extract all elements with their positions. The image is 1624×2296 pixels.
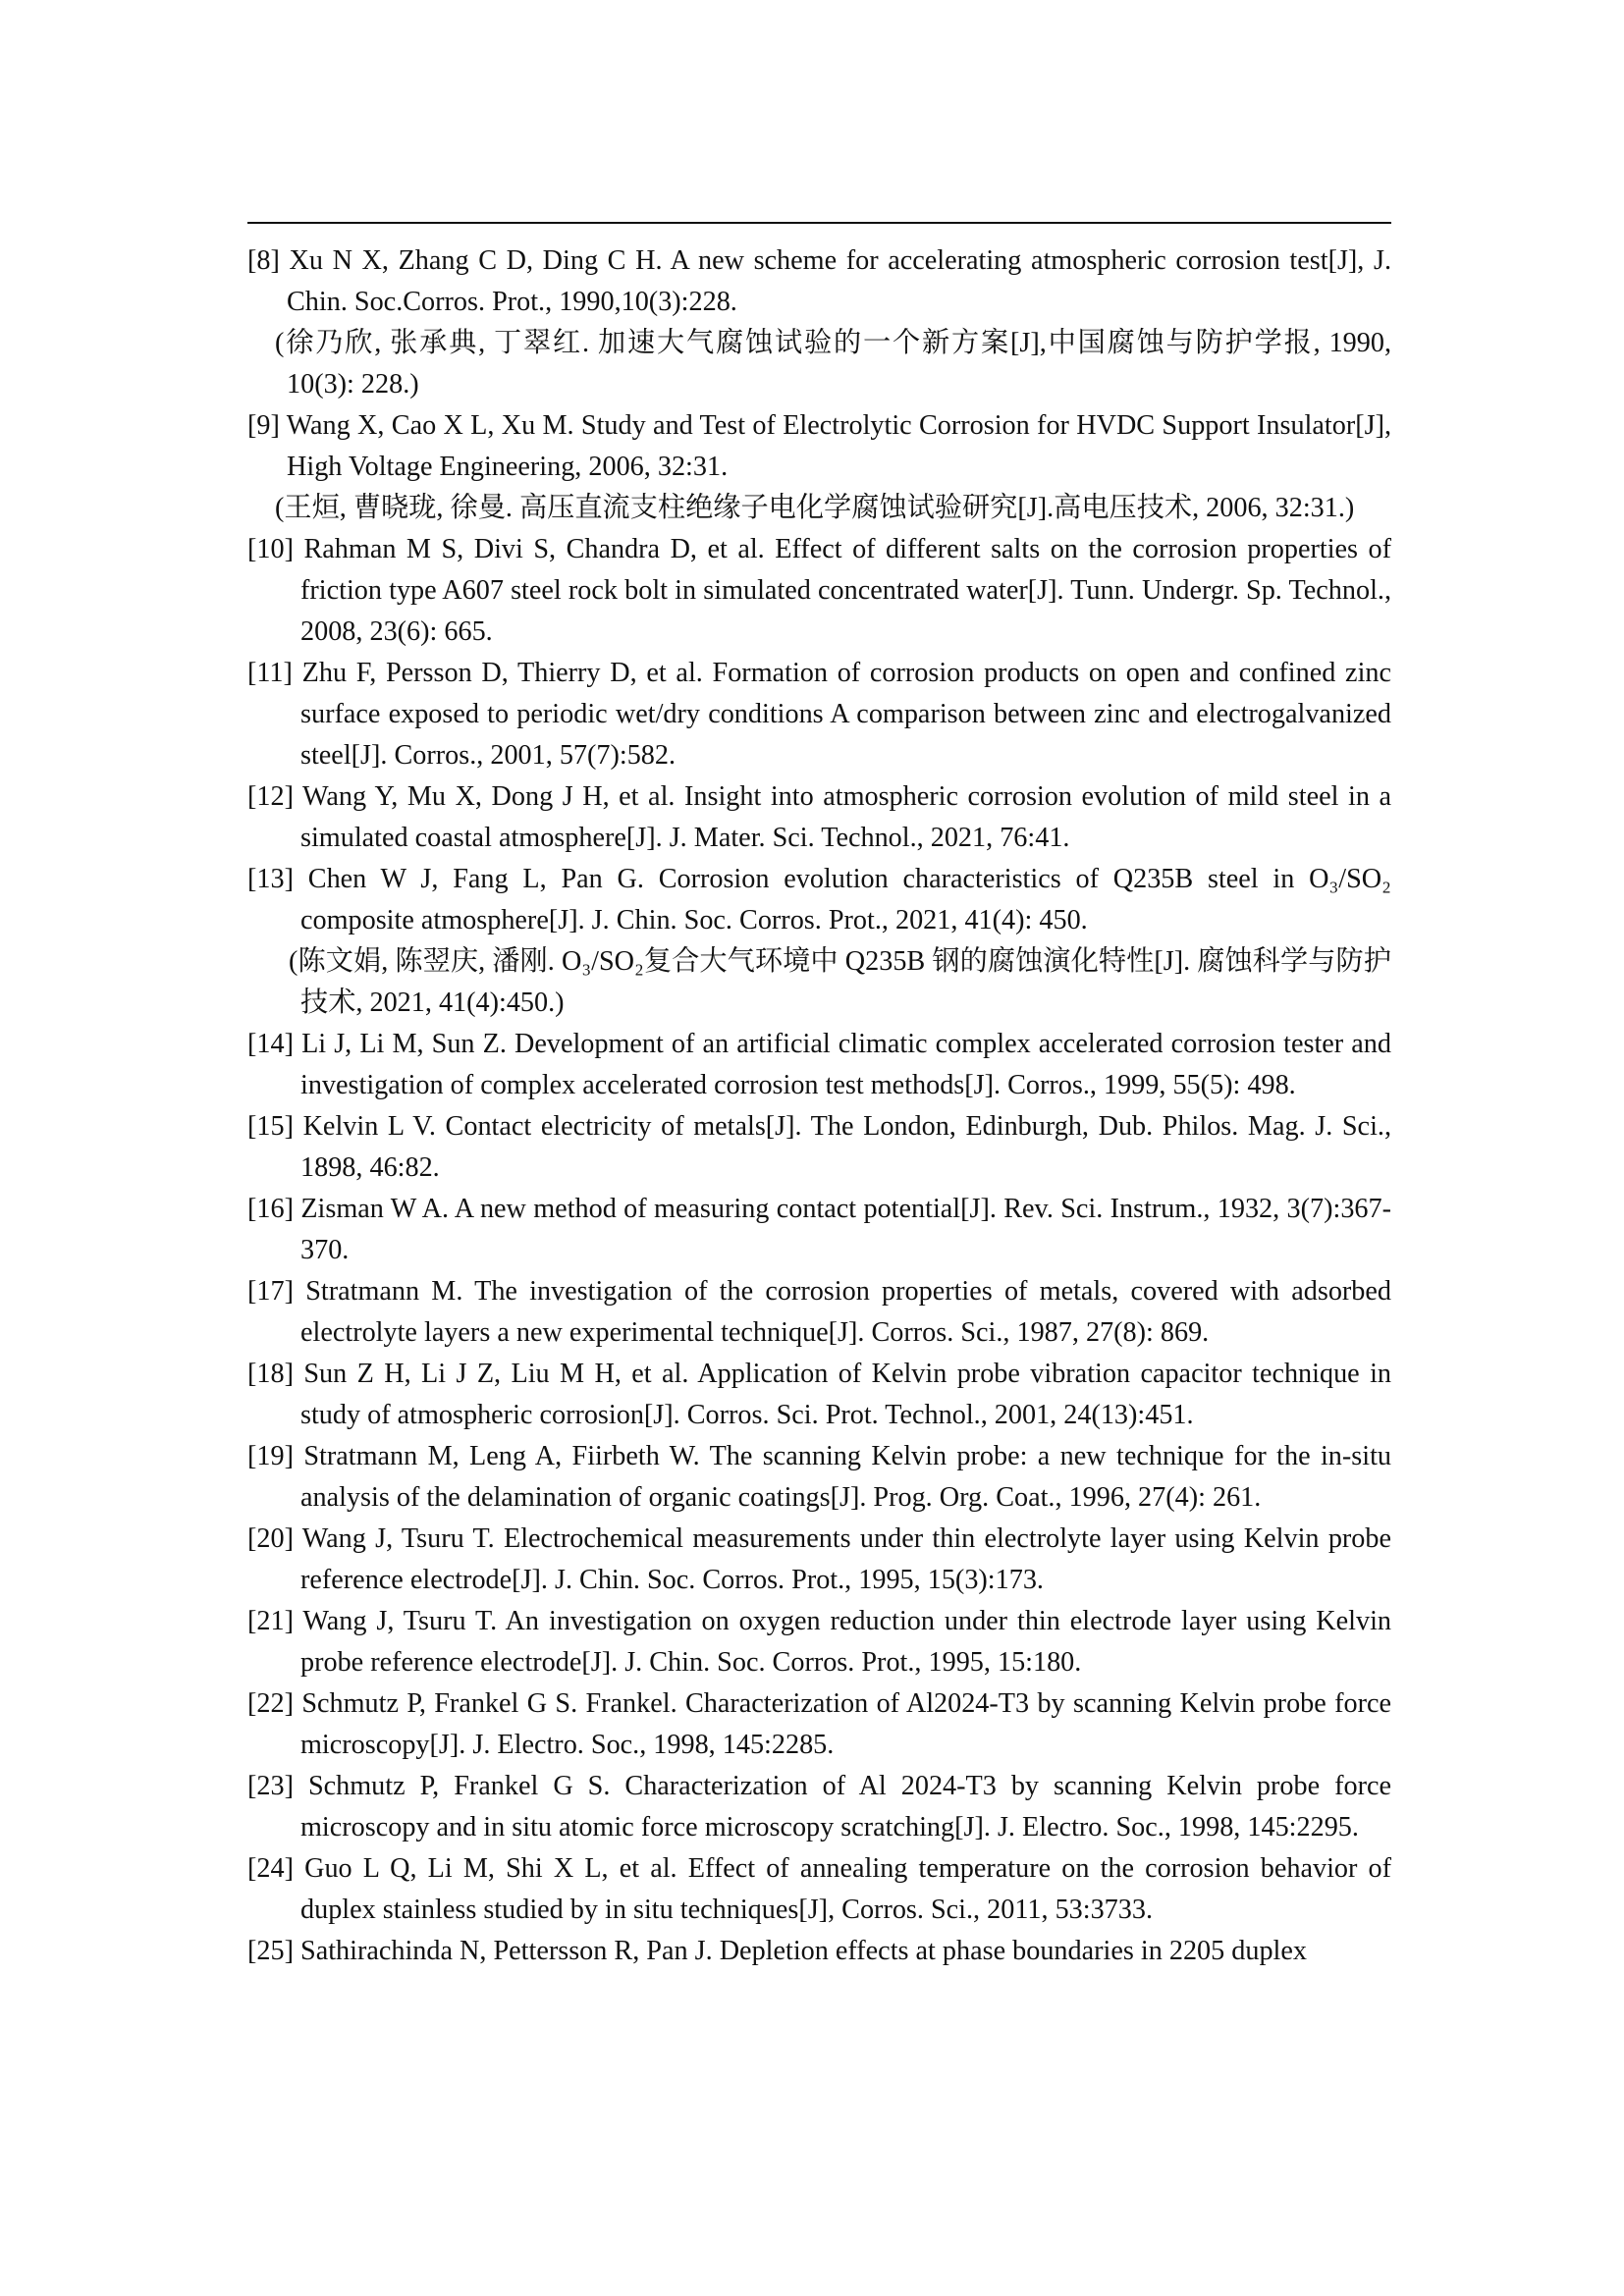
reference-text: Wang J, Tsuru T. An investigation on oxygen reduction under thin electrode layer using Kelvin probe reference electrode[J]. J. Chin. Soc. Corros. Prot., 1995, 15:180. [300,1606,1391,1678]
reference-text: Li J, Li M, Sun Z. Development of an artificial climatic complex accelerated corrosion tester and investigation of complex accelerated corrosion test methods[J]. Corros., 1999, 55(5): 498. [300,1029,1391,1100]
reference-number: [18] [247,1359,294,1389]
reference-number: [13] [247,864,294,894]
reference-number: [14] [247,1029,294,1059]
reference-item [247,1683,1391,1766]
reference-text-chinese: (王烜, 曹晓珑, 徐曼. 高压直流支柱绝缘子电化学腐蚀试验研究[J].高电压技术, 2006, 32:31.) [275,493,1355,523]
reference-item [247,1354,1391,1436]
reference-number: [15] [247,1111,294,1142]
reference-item [247,1189,1391,1271]
reference-item [247,1271,1391,1354]
reference-text: Stratmann M, Leng A, Fiirbeth W. The scanning Kelvin probe: a new technique for the in-situ analysis of the delamination of organic coatings[J]. Prog. Org. Coat., 1996, 27(4): 261. [300,1441,1392,1513]
reference-text: Kelvin L V. Contact electricity of metals[J]. The London, Edinburgh, Dub. Philos. Mag. J. Sci., 1898, 46:82. [300,1111,1391,1183]
reference-item [247,653,1391,776]
reference-number: [9] [247,410,280,441]
reference-text: Stratmann M. The investigation of the corrosion properties of metals, covered with adsorbed electrolyte layers a new experimental technique[J]. Corros. Sci., 1987, 27(8): 869. [300,1276,1392,1348]
reference-number: [12] [247,781,294,812]
reference-number: [8] [247,245,280,276]
reference-text: Rahman M S, Divi S, Chandra D, et al. Effect of different salts on the corrosion properties of friction type A607 steel rock bolt in simulated concentrated water[J]. Tunn. Undergr. Sp. Technol., 2008, 23(6): 665. [300,534,1391,647]
reference-item [247,1519,1391,1601]
reference-number: [25] [247,1936,294,1966]
reference-text: Schmutz P, Frankel G S. Characterization of Al 2024-T3 by scanning Kelvin probe force microscopy and in situ atomic force microscopy scratching[J]. J. Electro. Soc., 1998, 145:2295. [300,1771,1391,1842]
reference-text-chinese: (徐乃欣, 张承典, 丁翠红. 加速大气腐蚀试验的一个新方案[J],中国腐蚀与防护学报, 1990, 10(3): 228.) [275,328,1391,400]
reference-text: Xu N X, Zhang C D, Ding C H. A new scheme for accelerating atmospheric corrosion test[J], J. Chin. Soc.Corros. Prot., 1990,10(3):228. [287,245,1391,317]
reference-number: [19] [247,1441,294,1471]
reference-number: [11] [247,658,293,688]
reference-text: Wang Y, Mu X, Dong J H, et al. Insight into atmospheric corrosion evolution of mild steel in a simulated coastal atmosphere[J]. J. Mater. Sci. Technol., 2021, 76:41. [300,781,1391,853]
reference-text: Zhu F, Persson D, Thierry D, et al. Formation of corrosion products on open and confined zinc surface exposed to periodic wet/dry conditions A comparison between zinc and electrogalvanized steel[J]. Corros., 2001, 57(7):582. [300,658,1392,771]
reference-number: [16] [247,1194,294,1224]
reference-text: Wang X, Cao X L, Xu M. Study and Test of Electrolytic Corrosion for HVDC Support Insulator[J], High Voltage Engineering, 2006, 32:31. [286,410,1391,482]
reference-number: [24] [247,1853,294,1884]
reference-item [247,240,1391,405]
reference-text: Chen W J, Fang L, Pan G. Corrosion evolution characteristics of Q235B steel in O₃/SO₂ composite atmosphere[J]. J. Chin. Soc. Corros. Prot., 2021, 41(4): 450. [300,864,1391,935]
reference-item [247,859,1391,1024]
reference-number: [21] [247,1606,294,1636]
reference-item [247,776,1391,859]
top-rule [247,222,1391,224]
reference-list [247,240,1391,1972]
reference-item [247,1848,1391,1931]
reference-number: [10] [247,534,294,564]
reference-item [247,529,1391,653]
reference-number: [20] [247,1523,294,1554]
reference-text: Zisman W A. A new method of measuring contact potential[J]. Rev. Sci. Instrum., 1932, 3(7):367-370. [300,1194,1391,1265]
reference-item [247,1601,1391,1683]
reference-item [247,1106,1391,1189]
reference-number: [22] [247,1688,294,1719]
reference-item [247,405,1391,529]
reference-text: Sun Z H, Li J Z, Liu M H, et al. Application of Kelvin probe vibration capacitor technique in study of atmospheric corrosion[J]. Corros. Sci. Prot. Technol., 2001, 24(13):451. [300,1359,1392,1430]
reference-item [247,1436,1391,1519]
reference-number: [17] [247,1276,294,1307]
reference-item [247,1766,1391,1848]
reference-text: Guo L Q, Li M, Shi X L, et al. Effect of annealing temperature on the corrosion behavior of duplex stainless studied by in situ techniques[J], Corros. Sci., 2011, 53:3733. [300,1853,1392,1925]
reference-item [247,1024,1391,1106]
reference-text: Wang J, Tsuru T. Electrochemical measurements under thin electrolyte layer using Kelvin probe reference electrode[J]. J. Chin. Soc. Corros. Prot., 1995, 15(3):173. [300,1523,1391,1595]
reference-text-chinese: (陈文娟, 陈翌庆, 潘刚. O₃/SO₂复合大气环境中 Q235B 钢的腐蚀演化特性[J]. 腐蚀科学与防护技术, 2021, 41(4):450.) [289,946,1391,1018]
reference-number: [23] [247,1771,294,1801]
reference-item [247,1931,1391,1972]
reference-text: Schmutz P, Frankel G S. Frankel. Characterization of Al2024-T3 by scanning Kelvin probe force microscopy[J]. J. Electro. Soc., 1998, 145:2285. [300,1688,1392,1760]
reference-text: Sathirachinda N, Pettersson R, Pan J. Depletion effects at phase boundaries in 2205 duplex [300,1936,1307,1966]
